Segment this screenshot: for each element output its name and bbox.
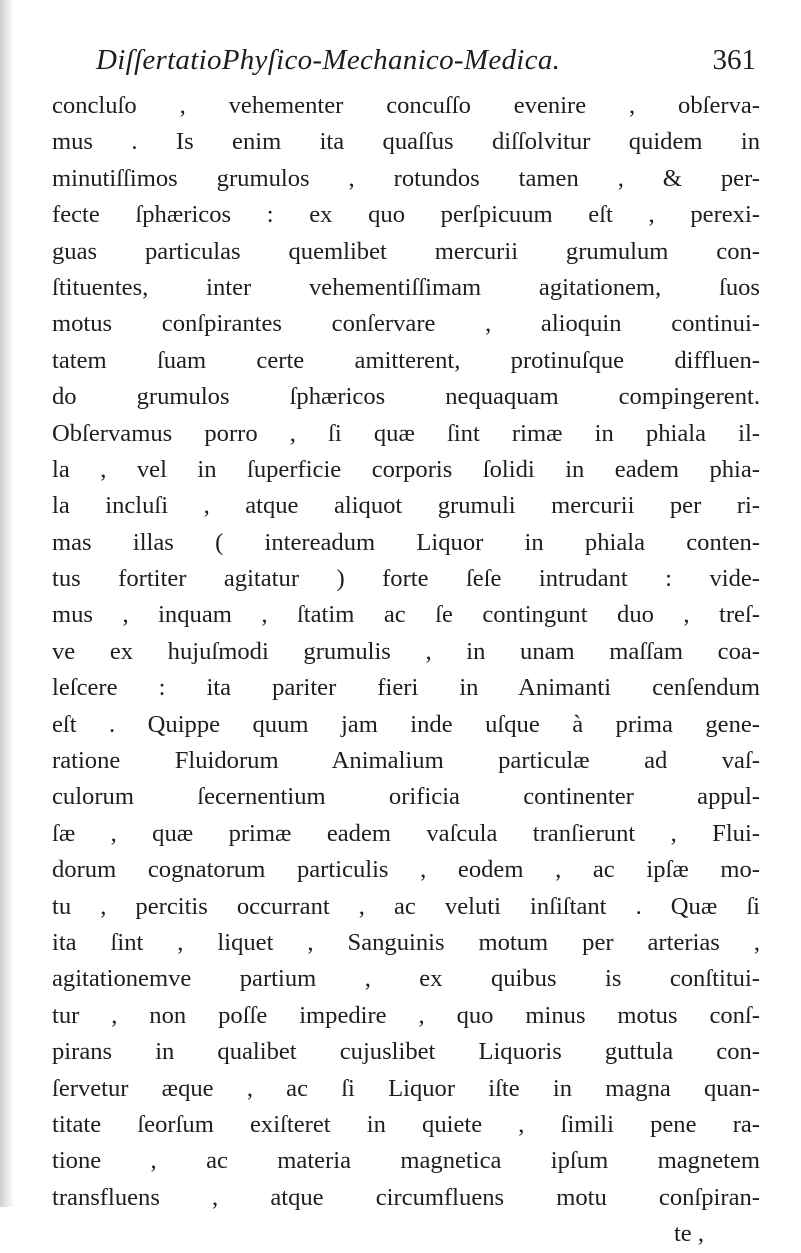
text-line: leſcere : ita pariter fieri in Animanti cenſendum (52, 674, 760, 702)
text-line: ita ſint , liquet , Sanguinis motum per arterias , (52, 928, 760, 956)
text-line: pirans in qualibet cujuslibet Liquoris guttula con- (52, 1038, 760, 1066)
text-line: ratione Fluidorum Animalium particulæ ad vaſ- (52, 747, 760, 775)
text-line: eſt . Quippe quum jam inde uſque à prima gene- (52, 710, 760, 738)
text-line: tione , ac materia magnetica ipſum magnetem (52, 1147, 760, 1175)
text-line: mas illas ( intereadum Liquor in phiala conten- (52, 528, 760, 556)
text-line: motus conſpirantes conſervare , alioquin continui- (52, 310, 760, 338)
text-line: mus . Is enim ita quaſſus diſſolvitur quidem in (52, 128, 760, 156)
text-line: transfluens , atque circumfluens motu conſpiran- (52, 1183, 760, 1211)
text-line: do grumulos ſphæricos nequaquam compingerent. (52, 383, 760, 411)
text-line: tus fortiter agitatur ) forte ſeſe intrudant : vide- (52, 565, 760, 593)
text-line: minutiſſimos grumulos , rotundos tamen , & per- (52, 164, 760, 192)
text-line: agitationemve partium , ex quibus is conſtitui- (52, 965, 760, 993)
text-line: Obſervamus porro , ſi quæ ſint rimæ in phiala il- (52, 419, 760, 447)
body-text (52, 88, 760, 1253)
text-line: fecte ſphæricos : ex quo perſpicuum eſt , perexi- (52, 201, 760, 229)
text-line: la incluſi , atque aliquot grumuli mercurii per ri- (52, 492, 760, 520)
page-number: 361 (712, 44, 756, 76)
text-line: la , vel in ſuperficie corporis ſolidi in eadem phia- (52, 455, 760, 483)
text-line: tur , non poſſe impedire , quo minus motus conſ- (52, 1001, 760, 1029)
text-line: guas particulas quemlibet mercurii grumulum con- (52, 237, 760, 265)
text-line: culorum ſecernentium orificia continenter appul- (52, 783, 760, 811)
text-line: tatem ſuam certe amitterent, protinuſque diffluen- (52, 346, 760, 374)
text-line: ve ex hujuſmodi grumulis , in unam maſſam coa- (52, 637, 760, 665)
text-line: ſtituentes, inter vehementiſſimam agitationem, ſuos (52, 273, 760, 301)
text-line: ſervetur æque , ac ſi Liquor iſte in magna quan- (52, 1074, 760, 1102)
running-title: DiſſertatioPhyſico-Mechanico-Medica. (96, 44, 561, 76)
running-head (96, 44, 756, 84)
catchword-line: te , (673, 1220, 704, 1248)
text-line: titate ſeorſum exiſteret in quiete , ſimili pene ra- (52, 1110, 760, 1138)
text-line: concluſo , vehementer concuſſo evenire , obſerva- (52, 92, 760, 119)
text-line: tu , percitis occurrant , ac veluti inſiſtant . Quæ ſi (52, 892, 760, 920)
text-line: ſæ , quæ primæ eadem vaſcula tranſierunt , Flui- (52, 819, 760, 847)
text-line: mus , inquam , ſtatim ac ſe contingunt duo , treſ- (52, 601, 760, 629)
binding-gutter-shadow (0, 0, 14, 1207)
text-line: dorum cognatorum particulis , eodem , ac ipſæ mo- (52, 856, 760, 884)
